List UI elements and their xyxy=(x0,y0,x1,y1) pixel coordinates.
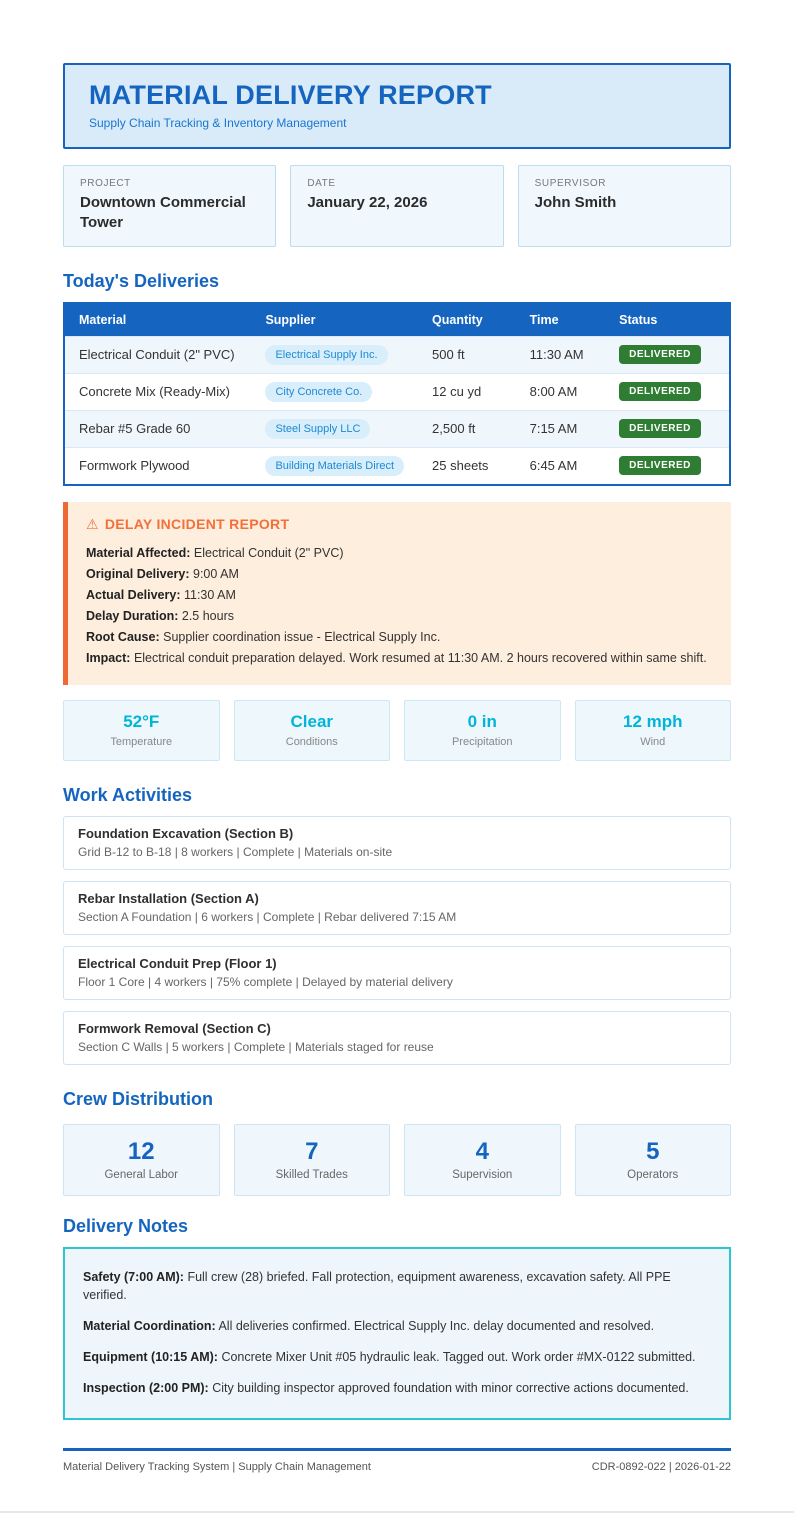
weather-label: Precipitation xyxy=(451,735,513,748)
delay-field-label: Original Delivery: xyxy=(86,566,190,581)
delay-field-label: Impact: xyxy=(86,650,131,665)
supplier-cell xyxy=(251,410,418,447)
note-text: All deliveries confirmed. Electrical Supply Inc. delay documented and resolved. xyxy=(218,1318,655,1333)
info-box-date xyxy=(290,165,503,247)
delay-field-label: Root Cause: xyxy=(86,629,160,644)
crew-label: Skilled Trades xyxy=(275,1168,348,1181)
supplier-pill: City Concrete Co. xyxy=(265,382,372,402)
activity-card xyxy=(63,881,731,935)
deliveries-table xyxy=(63,302,731,486)
supplier-pill: Steel Supply LLC xyxy=(265,419,370,439)
warning-icon: ⚠ xyxy=(86,515,99,532)
crew-card-supervision xyxy=(404,1124,561,1196)
note-label: Equipment (10:15 AM): xyxy=(83,1349,218,1364)
info-value: John Smith xyxy=(534,194,617,211)
footer-left-text: Material Delivery Tracking System | Supply Chain Management xyxy=(63,1461,371,1474)
weather-value: Clear xyxy=(290,711,334,731)
info-value: Downtown Commercial Tower xyxy=(80,194,246,232)
status-cell xyxy=(605,336,730,373)
time-cell: 11:30 AM xyxy=(516,336,606,373)
weather-label: Conditions xyxy=(285,735,338,748)
delay-field-value: 2.5 hours xyxy=(181,608,234,623)
quantity-cell: 12 cu yd xyxy=(418,373,516,410)
note-item xyxy=(83,1379,711,1397)
table-row xyxy=(64,447,730,485)
note-label: Inspection (2:00 PM): xyxy=(83,1381,209,1395)
weather-card-temperature xyxy=(63,700,220,761)
crew-label: Operators xyxy=(627,1168,679,1181)
crew-count: 12 xyxy=(127,1137,155,1165)
note-text: City building inspector approved foundation with minor corrective actions documented. xyxy=(212,1381,689,1395)
note-text: Full crew (28) briefed. Fall protection, equipment awareness, excavation safety. All PPE verified. xyxy=(83,1269,671,1302)
report-page xyxy=(63,0,731,1513)
status-cell xyxy=(605,373,730,410)
table-row xyxy=(64,373,730,410)
report-footer xyxy=(63,1448,731,1473)
crew-card-general-labor xyxy=(63,1124,220,1196)
quantity-cell: 25 sheets xyxy=(418,447,516,485)
supplier-cell xyxy=(251,336,418,373)
weather-value: 0 in xyxy=(467,711,497,731)
column-header-time: Time xyxy=(516,303,606,337)
activity-detail: Grid B-12 to B-18 | 8 workers | Complete | Materials on-site xyxy=(78,844,393,859)
activity-title: Foundation Excavation (Section B) xyxy=(78,825,294,841)
status-cell xyxy=(605,410,730,447)
activity-card xyxy=(63,1011,731,1065)
crew-label: General Labor xyxy=(104,1168,179,1181)
note-item xyxy=(83,1348,711,1366)
material-cell: Concrete Mix (Ready-Mix) xyxy=(64,373,251,410)
footer-right-text: CDR-0892-022 | 2026-01-22 xyxy=(591,1461,731,1474)
crew-count: 7 xyxy=(305,1137,319,1165)
column-header-quantity: Quantity xyxy=(418,303,516,337)
delay-incident-panel xyxy=(63,502,731,685)
note-text: Concrete Mixer Unit #05 hydraulic leak. Tagged out. Work order #MX-0122 submitted. xyxy=(221,1349,696,1364)
delay-field xyxy=(86,648,713,669)
delay-field xyxy=(86,606,713,627)
delay-field xyxy=(86,543,713,564)
delay-field-value: Electrical conduit preparation delayed. Work resumed at 11:30 AM. 2 hours recovered within same shift. xyxy=(133,650,707,665)
supplier-pill: Building Materials Direct xyxy=(265,456,404,476)
weather-label: Wind xyxy=(640,735,666,748)
time-cell: 8:00 AM xyxy=(516,373,606,410)
info-label: DATE xyxy=(307,178,336,189)
supplier-cell xyxy=(251,373,418,410)
material-cell: Rebar #5 Grade 60 xyxy=(64,410,251,447)
info-label: PROJECT xyxy=(80,178,131,189)
crew-label: Supervision xyxy=(452,1168,513,1181)
delay-field-value: Electrical Conduit (2" PVC) xyxy=(193,545,344,560)
delay-field-label: Material Affected: xyxy=(86,545,191,560)
delay-title-text: DELAY INCIDENT REPORT xyxy=(104,515,290,532)
section-title-activities: Work Activities xyxy=(63,784,193,805)
material-cell: Formwork Plywood xyxy=(64,447,251,485)
weather-card-precipitation xyxy=(404,700,561,761)
delay-field-value: Supplier coordination issue - Electrical Supply Inc. xyxy=(163,629,441,644)
info-label: SUPERVISOR xyxy=(534,178,607,189)
weather-label: Temperature xyxy=(110,735,173,748)
info-box-supervisor xyxy=(518,165,731,247)
supplier-cell xyxy=(251,447,418,485)
note-label: Material Coordination: xyxy=(83,1318,216,1333)
activity-detail: Section C Walls | 5 workers | Complete | Materials staged for reuse xyxy=(78,1039,434,1054)
activity-card xyxy=(63,946,731,1000)
quantity-cell: 500 ft xyxy=(418,336,516,373)
activity-detail: Floor 1 Core | 4 workers | 75% complete | Delayed by material delivery xyxy=(78,974,453,989)
material-cell: Electrical Conduit (2" PVC) xyxy=(64,336,251,373)
section-title-notes: Delivery Notes xyxy=(63,1215,189,1236)
status-badge: DELIVERED xyxy=(619,456,701,475)
activity-card xyxy=(63,816,731,870)
crew-card-skilled-trades xyxy=(234,1124,391,1196)
status-badge: DELIVERED xyxy=(619,419,701,438)
section-title-deliveries: Today's Deliveries xyxy=(63,270,220,291)
page-subtitle: Supply Chain Tracking & Inventory Management xyxy=(89,116,347,130)
delay-field xyxy=(86,564,713,585)
quantity-cell: 2,500 ft xyxy=(418,410,516,447)
crew-card-operators xyxy=(575,1124,732,1196)
crew-count: 5 xyxy=(646,1137,660,1165)
delay-field-value: 11:30 AM xyxy=(183,587,236,602)
section-title-crew: Crew Distribution xyxy=(63,1088,214,1109)
delay-field xyxy=(86,627,713,648)
weather-card-wind xyxy=(575,700,732,761)
note-item xyxy=(83,1317,711,1335)
report-header xyxy=(63,63,731,149)
crew-row xyxy=(63,1124,731,1196)
table-row xyxy=(64,410,730,447)
activity-title: Formwork Removal (Section C) xyxy=(78,1020,271,1036)
status-badge: DELIVERED xyxy=(619,382,701,401)
weather-value: 52°F xyxy=(123,711,160,731)
column-header-supplier: Supplier xyxy=(251,303,418,337)
note-item xyxy=(83,1268,711,1304)
column-header-status: Status xyxy=(605,303,730,337)
time-cell: 6:45 AM xyxy=(516,447,606,485)
crew-count: 4 xyxy=(475,1137,489,1165)
delay-incident-title xyxy=(86,516,713,533)
info-row xyxy=(63,165,731,247)
delay-field-label: Actual Delivery: xyxy=(86,587,181,602)
weather-card-conditions xyxy=(234,700,391,761)
column-header-material: Material xyxy=(64,303,251,337)
page-title: MATERIAL DELIVERY REPORT xyxy=(89,80,492,110)
deliveries-table-header xyxy=(64,303,730,337)
weather-value: 12 mph xyxy=(622,711,683,731)
supplier-pill: Electrical Supply Inc. xyxy=(265,345,387,365)
delivery-notes-panel xyxy=(63,1247,731,1421)
note-label: Safety (7:00 AM): xyxy=(83,1269,184,1284)
activity-detail: Section A Foundation | 6 workers | Complete | Rebar delivered 7:15 AM xyxy=(78,909,457,924)
status-badge: DELIVERED xyxy=(619,345,701,364)
delay-field-value: 9:00 AM xyxy=(193,566,239,581)
info-value: January 22, 2026 xyxy=(307,194,428,211)
table-row xyxy=(64,336,730,373)
activity-title: Rebar Installation (Section A) xyxy=(78,890,259,906)
delay-field xyxy=(86,585,713,606)
activity-title: Electrical Conduit Prep (Floor 1) xyxy=(78,955,277,971)
time-cell: 7:15 AM xyxy=(516,410,606,447)
info-box-project xyxy=(63,165,276,247)
status-cell xyxy=(605,447,730,485)
delay-field-label: Delay Duration: xyxy=(86,608,179,623)
weather-row xyxy=(63,700,731,761)
